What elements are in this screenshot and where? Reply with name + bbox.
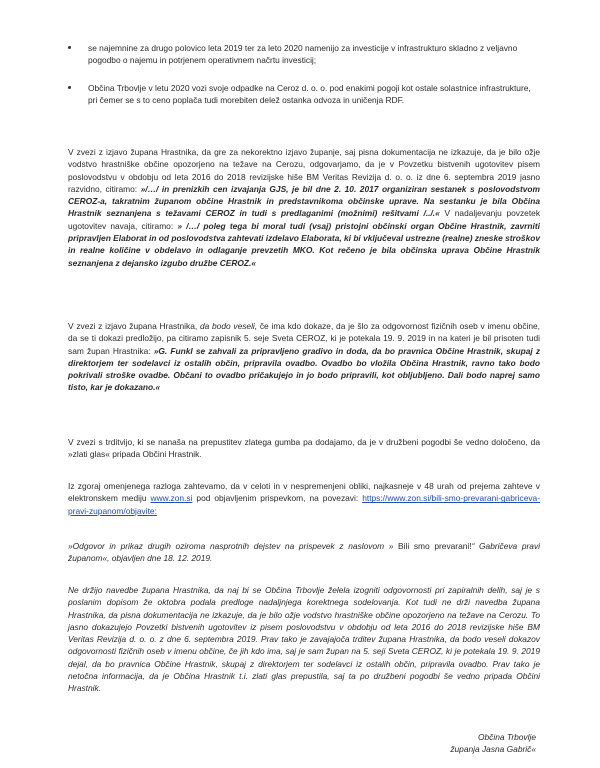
- quote-text: »/…/ in prenizkih cen izvajanja GJS, je bil dne 2. 10. 2017 organiziran sestanek s poslovodstvom CEROZ-a, takratnim županom občine Hrastnik in predstavnikoma občinske uprave. Na sestanku je bila Občina Hrastnik seznanjena s težavami CEROZ in tudi s predlaganimi (možnimi) rešitvami /../.«: [68, 183, 540, 219]
- paragraph-golden-vote: [68, 436, 540, 461]
- paragraph-text: V zvezi z izjavo župana Hrastnika,: [68, 321, 200, 331]
- article-title-text: Bili smo prevarani!: [398, 541, 472, 551]
- paragraph-audit-findings: [68, 146, 540, 269]
- paragraph-reply-body: [68, 584, 540, 695]
- paragraph-demand: [68, 480, 540, 517]
- bullet-text: Občina Trbovlje v letu 2020 vozi svoje odpadke na Ceroz d. o. o. pod enakimi pogoji kot ostale solastnice infrastrukture, pri čemer se s to ceno poplača tudi morebiten delež ostanka odvoza in uničenja RDF.: [88, 83, 531, 106]
- quote-text: »G. Funkl se zahvali za pripravljeno gradivo in doda, da bo pravnica Občine Hrastnik, skupaj z direktorjem ter sodelavci iz ostalih občin, pripravila ovadbo. Ovadbo bo vložila Občina Hrastnik, ravno tako bodo pokrivali stroške ovadbe. Občani to ovadbo pričakujejo in jo bodo pripravili, kot obljubljeno. Dali bodo naprej samo tisto, kar je dokazano.«: [68, 345, 541, 393]
- paragraph-text: če ima kdo dokaze, da je šlo za odgovornost fizičnih oseb v imenu občine, da se ti dokazi predložijo, pa citiramo zapisnik 5. seje Sveta CEROZ, ki je potekala 19. 9. 2019 in na kateri je bil prisoten tudi sam župan Hrastnika:: [68, 321, 541, 356]
- paragraph-council-minutes: [68, 320, 540, 394]
- paragraph-reply-title: [68, 540, 540, 565]
- signature-mayor: županja Jasna Gabrič«: [450, 744, 536, 755]
- site-link[interactable]: www.zon.si: [150, 493, 193, 504]
- reply-title-text: »Odgovor in prikaz drugih oziroma nasprotnih dejstev na prispevek z naslovom »: [68, 541, 399, 551]
- bullet-text: se najemnine za drugo polovico leta 2019 ter za leto 2020 namenijo za investicije v infrastrukturo skladno z veljavno pogodbo o najemu in potrjenem operativnem načrtu investicij;: [88, 43, 518, 66]
- bullet-dot-icon: [68, 86, 71, 89]
- paragraph-text: pod objavljenim prispevkom, na povezavi:: [192, 493, 363, 504]
- paragraph-text: V nadaljevanju povzetek ugotovitev navaja, citiramo:: [68, 208, 541, 231]
- quote-text: » /…/ poleg tega bi moral tudi (vsaj) pristojni občinski organ Občine Hrastnik, zavrniti pripravljen Elaborat in od poslovodstva zahtevati izdelavo Elaborata, ki bi vključeval ustrezne (realne) zneske stroškov in realne količine v obdelavo in odlaganje prevzetih MKO. Kot rečeno je bila občinska uprava Občine Hrastnik seznanjena z dejansko izgubo družbe CEROZ.«: [68, 220, 540, 268]
- article-link[interactable]: https://www.zon.si/bili-smo-prevarani-gabriceva-pravi-zupanom/objavite:: [68, 493, 540, 516]
- signature-block: [396, 731, 536, 756]
- emphasis-text: da bodo veseli,: [199, 321, 258, 331]
- paragraph-text: Iz zgoraj omenjenega razloga zahtevamo, da v celoti in v nespremenjeni obliki, najkasneje v 48 urah od prejema zahteve v elektronskem mediju: [68, 481, 540, 504]
- paragraph-text: V zvezi z izjavo župana Hrastnika, da gre za nekorektno izjavo županje, saj pisna dokumentacija ne izkazuje, da je bilo ožje vodstvo hrastniške občine opozorjeno na težave na Cerozu, odgovarjamo, da je v Povzetku bistvenih ugotovitev pisem poslovodstvu v obdobju od leta 2016 do 2018 revizijske hiše BM Veritas Revizija d. o. o. iz dne 6. septembra 2019 jasno razvidno, citiramo:: [68, 147, 540, 194]
- reply-body-text: Ne držijo navedbe župana Hrastnika, da naj bi se Občina Trbovlje želela izogniti odgovornosti pri zapiralnih delih, saj je s poslanim dopisom že oktobra podala predloge nadaljnjega korektnega sodelovanja. Kot tudi ne drži navedba župana Hrastnika, da pisna dokumentacija ne izkazuje, da je bilo ožje vodstvo hrastniške občine opozorjeno na težave na Cerozu. To jasno dokazujejo Povzetki bistvenih ugotovitev iz pisem poslovodstvu v obdobju od leta 2016 do 2018 revizijske hiše BM Veritas Revizija d. o. o. z dne 6. septembra 2019. Prav tako je zavajajoča trditev župana Hrastnika, da bodo veseli dokazov odgovornosti fizičnih oseb v imenu občine, če jih kdo ima, saj je sam župan na 5. seji Sveta CEROZ, ki je potekala 19. 9. 2019 dejal, da bo pravnica Občine Hrastnik, skupaj z direktorjem ter sodelavci iz ostalih občin, pripravila ovadbo. Prav tako je netočna informacija, da je Občina Hrastnik t.i. zlati glas prepustila, saj ta po družbeni pogodbi še vedno pripada Občini Hrastnik.: [68, 585, 540, 694]
- signature-municipality: Občina Trbovlje: [477, 732, 536, 742]
- reply-title-text: “ Gabričeva pravi županom«, objavljen dne 18. 12. 2019.: [68, 541, 541, 564]
- paragraph-text: V zvezi s trditvijo, ki se nanaša na prepustitev zlatega gumba pa dodajamo, da je v družbeni pogodbi še vedno določeno, da »zlati glas« pripada Občini Hrastnik.: [68, 437, 540, 460]
- bullet-dot-icon: [68, 46, 71, 49]
